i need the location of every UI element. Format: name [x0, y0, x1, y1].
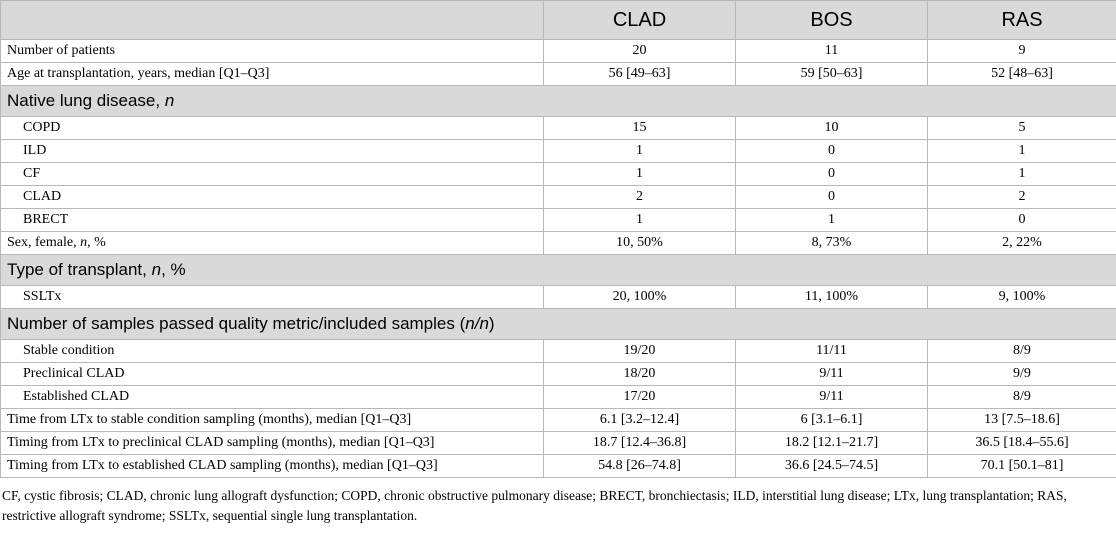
value-cell-bos: 10: [736, 117, 928, 140]
table-row: [1, 117, 1116, 140]
label-text: n: [80, 235, 88, 250]
label-text: , %: [161, 260, 186, 279]
label-text: Sex, female,: [7, 235, 81, 250]
value-cell-clad: 54.8 [26–74.8]: [544, 455, 736, 478]
value-cell-ras: 8/9: [928, 386, 1116, 409]
value-cell-bos: 0: [736, 140, 928, 163]
value-cell-bos: 6 [3.1–6.1]: [736, 409, 928, 432]
value-cell-clad: 1: [544, 163, 736, 186]
row-label: [1, 432, 544, 455]
label-text: n/n: [465, 314, 489, 333]
row-label: [1, 455, 544, 478]
value-cell-bos: 11: [736, 40, 928, 63]
header-cell-bos: BOS: [736, 1, 928, 40]
label-text: Preclinical CLAD: [23, 366, 125, 381]
table-row: [1, 409, 1116, 432]
row-label: [1, 63, 544, 86]
table-header-row: [1, 1, 1116, 40]
section-label: [1, 255, 1116, 286]
label-text: n: [164, 91, 175, 110]
value-cell-clad: 17/20: [544, 386, 736, 409]
label-text: Number of samples passed quality metric/included samples (: [7, 314, 466, 333]
value-cell-bos: 0: [736, 163, 928, 186]
row-label: [1, 340, 544, 363]
label-text: n: [151, 260, 162, 279]
section-row: [1, 86, 1116, 117]
table-row: [1, 40, 1116, 63]
table-row: [1, 209, 1116, 232]
value-cell-bos: 18.2 [12.1–21.7]: [736, 432, 928, 455]
row-label: [1, 117, 544, 140]
value-cell-bos: 11, 100%: [736, 286, 928, 309]
value-cell-clad: 1: [544, 140, 736, 163]
label-text: Timing from LTx to established CLAD sampling (months), median [Q1–Q3]: [7, 458, 438, 473]
label-text: Number of patients: [7, 43, 116, 58]
value-cell-ras: 13 [7.5–18.6]: [928, 409, 1116, 432]
value-cell-ras: 52 [48–63]: [928, 63, 1116, 86]
table-row: [1, 232, 1116, 255]
header-cell-clad: CLAD: [544, 1, 736, 40]
label-text: CLAD: [23, 189, 62, 204]
header-cell-ras: RAS: [928, 1, 1116, 40]
row-label: [1, 363, 544, 386]
value-cell-clad: 20, 100%: [544, 286, 736, 309]
value-cell-clad: 18/20: [544, 363, 736, 386]
row-label: [1, 163, 544, 186]
value-cell-clad: 2: [544, 186, 736, 209]
label-text: BRECT: [23, 212, 69, 227]
value-cell-ras: 70.1 [50.1–81]: [928, 455, 1116, 478]
value-cell-clad: 19/20: [544, 340, 736, 363]
section-label: [1, 309, 1116, 340]
table-row: [1, 163, 1116, 186]
header-cell-label: [1, 1, 544, 40]
label-text: Age at transplantation, years, median [Q1–Q3]: [7, 66, 270, 81]
value-cell-clad: 15: [544, 117, 736, 140]
value-cell-ras: 5: [928, 117, 1116, 140]
label-text: Time from LTx to stable condition sampling (months), median [Q1–Q3]: [7, 412, 412, 427]
value-cell-ras: 36.5 [18.4–55.6]: [928, 432, 1116, 455]
table-row: [1, 340, 1116, 363]
table-row: [1, 455, 1116, 478]
label-text: ): [488, 314, 495, 333]
row-label: [1, 232, 544, 255]
label-text: Established CLAD: [23, 389, 130, 404]
value-cell-ras: 9/9: [928, 363, 1116, 386]
value-cell-ras: 9: [928, 40, 1116, 63]
table-row: [1, 286, 1116, 309]
label-text: Stable condition: [23, 343, 115, 358]
label-text: COPD: [23, 120, 61, 135]
value-cell-clad: 6.1 [3.2–12.4]: [544, 409, 736, 432]
section-row: [1, 309, 1116, 340]
table-body: [1, 40, 1116, 478]
row-label: [1, 409, 544, 432]
table-row: [1, 363, 1116, 386]
value-cell-clad: 20: [544, 40, 736, 63]
value-cell-bos: 1: [736, 209, 928, 232]
table-row: [1, 432, 1116, 455]
label-text: , %: [87, 235, 106, 250]
value-cell-bos: 0: [736, 186, 928, 209]
value-cell-bos: 11/11: [736, 340, 928, 363]
value-cell-clad: 56 [49–63]: [544, 63, 736, 86]
table-footnote: CF, cystic fibrosis; CLAD, chronic lung allograft dysfunction; COPD, chronic obstructive pulmonary disease; BRECT, bronchiectasis; ILD, interstitial lung disease; LTx, lung transplantation; RAS, restrictive allograft syndrome; SSLTx, sequential single lung transplantation.: [2, 488, 1067, 523]
row-label: [1, 186, 544, 209]
label-text: Type of transplant,: [7, 260, 152, 279]
value-cell-bos: 36.6 [24.5–74.5]: [736, 455, 928, 478]
value-cell-bos: 8, 73%: [736, 232, 928, 255]
label-text: CF: [23, 166, 41, 181]
value-cell-clad: 1: [544, 209, 736, 232]
value-cell-ras: 8/9: [928, 340, 1116, 363]
value-cell-bos: 9/11: [736, 386, 928, 409]
table-row: [1, 63, 1116, 86]
row-label: [1, 386, 544, 409]
value-cell-clad: 18.7 [12.4–36.8]: [544, 432, 736, 455]
label-text: Timing from LTx to preclinical CLAD sampling (months), median [Q1–Q3]: [7, 435, 435, 450]
value-cell-ras: 9, 100%: [928, 286, 1116, 309]
value-cell-ras: 2: [928, 186, 1116, 209]
row-label: [1, 40, 544, 63]
label-text: SSLTx: [23, 289, 62, 304]
row-label: [1, 286, 544, 309]
value-cell-ras: 2, 22%: [928, 232, 1116, 255]
value-cell-clad: 10, 50%: [544, 232, 736, 255]
table-row: [1, 186, 1116, 209]
table-row: [1, 140, 1116, 163]
value-cell-ras: 0: [928, 209, 1116, 232]
label-text: ILD: [23, 143, 47, 158]
label-text: Native lung disease,: [7, 91, 165, 110]
row-label: [1, 209, 544, 232]
value-cell-ras: 1: [928, 140, 1116, 163]
table-row: [1, 386, 1116, 409]
row-label: [1, 140, 544, 163]
value-cell-bos: 59 [50–63]: [736, 63, 928, 86]
section-row: [1, 255, 1116, 286]
value-cell-ras: 1: [928, 163, 1116, 186]
section-label: [1, 86, 1116, 117]
value-cell-bos: 9/11: [736, 363, 928, 386]
